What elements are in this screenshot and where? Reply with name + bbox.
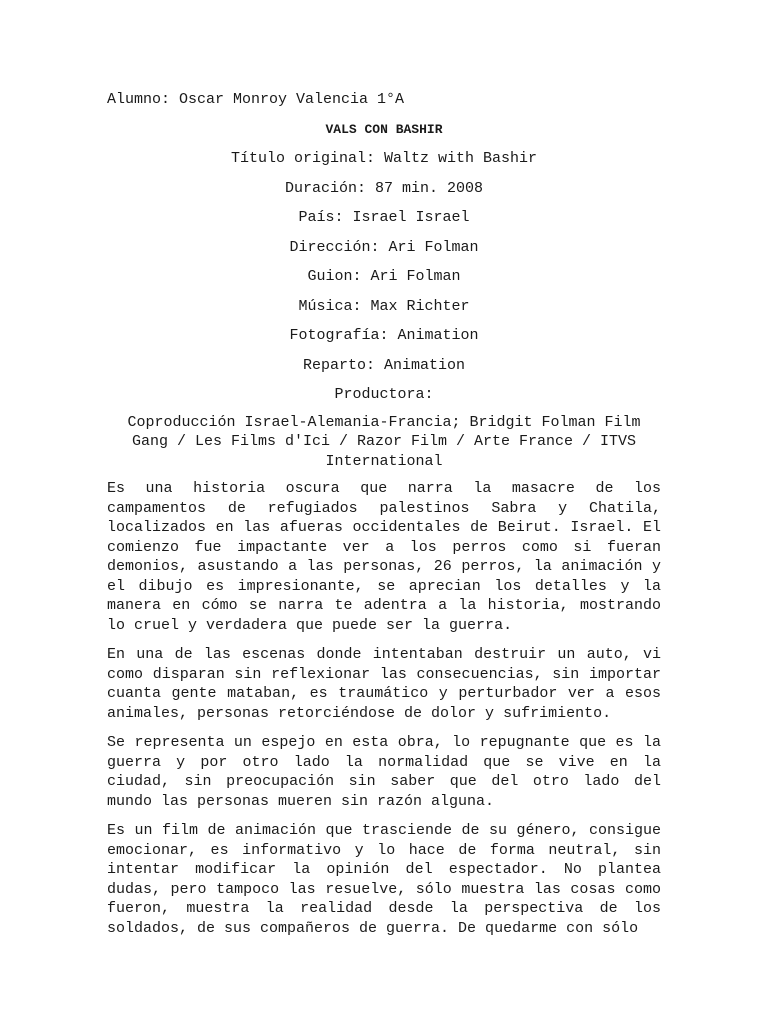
producers-list: Coproducción Israel-Alemania-Francia; Bridgit Folman Film Gang / Les Films d'Ici / Razor Film / Arte France / ITVS International: [127, 413, 641, 470]
student-name: Alumno: Oscar Monroy Valencia 1°A: [107, 91, 405, 108]
credit-photography: Fotografía: Animation: [289, 327, 479, 344]
credit-cast: Reparto: Animation: [302, 356, 466, 374]
credit-duration: Duración: 87 min. 2008: [284, 179, 484, 197]
credit-screenplay: Guion: Ari Folman: [307, 268, 461, 285]
document-title: VALS CON BASHIR: [325, 121, 443, 137]
credit-director: Dirección: Ari Folman: [289, 238, 479, 256]
credit-music: Música: Max Richter: [298, 297, 470, 315]
credit-original-title: Título original: Waltz with Bashir: [230, 150, 538, 167]
credit-country: País: Israel Israel: [298, 209, 470, 226]
review-paragraph: Es una historia oscura que narra la masacre de los campamentos de refugiados palestinos Sabra y Chatila, localizados en las afueras occidentales de Beirut. Israel. El comienzo fue impactante ver a los perros como si fueran demonios, asustando a las personas, 26 perros, la animación y el dibujo es impresionante, se aprecian los detalles y la manera en cómo se narra te adentra a la historia, mostrando lo cruel y verdadera que puede ser la guerra.: [107, 480, 661, 634]
producer-label: Productora:: [334, 386, 434, 403]
document-body: [107, 90, 661, 948]
review-paragraph: En una de las escenas donde intentaban destruir un auto, vi como disparan sin reflexionar las consecuencias, sin importar cuanta gente mataban, es traumático y perturbador ver a esos animales, personas retorciéndose de dolor y sufrimiento.: [107, 646, 661, 722]
review-paragraph: Es un film de animación que trasciende de su género, consigue emocionar, es informativo y lo hace de forma neutral, sin intentar modificar la opinión del espectador. No plantea dudas, pero tampoco las resuelve, sólo muestra las cosas como fueron, muestra la realidad desde la perspectiva de los soldados, de sus compañeros de guerra. De quedarme con sólo: [107, 822, 661, 937]
review-paragraph: Se representa un espejo en esta obra, lo repugnante que es la guerra y por otro lado la normalidad que se vive en la ciudad, sin preocupación sin saber que del otro lado del mundo las personas mueren sin razón alguna.: [107, 734, 661, 810]
